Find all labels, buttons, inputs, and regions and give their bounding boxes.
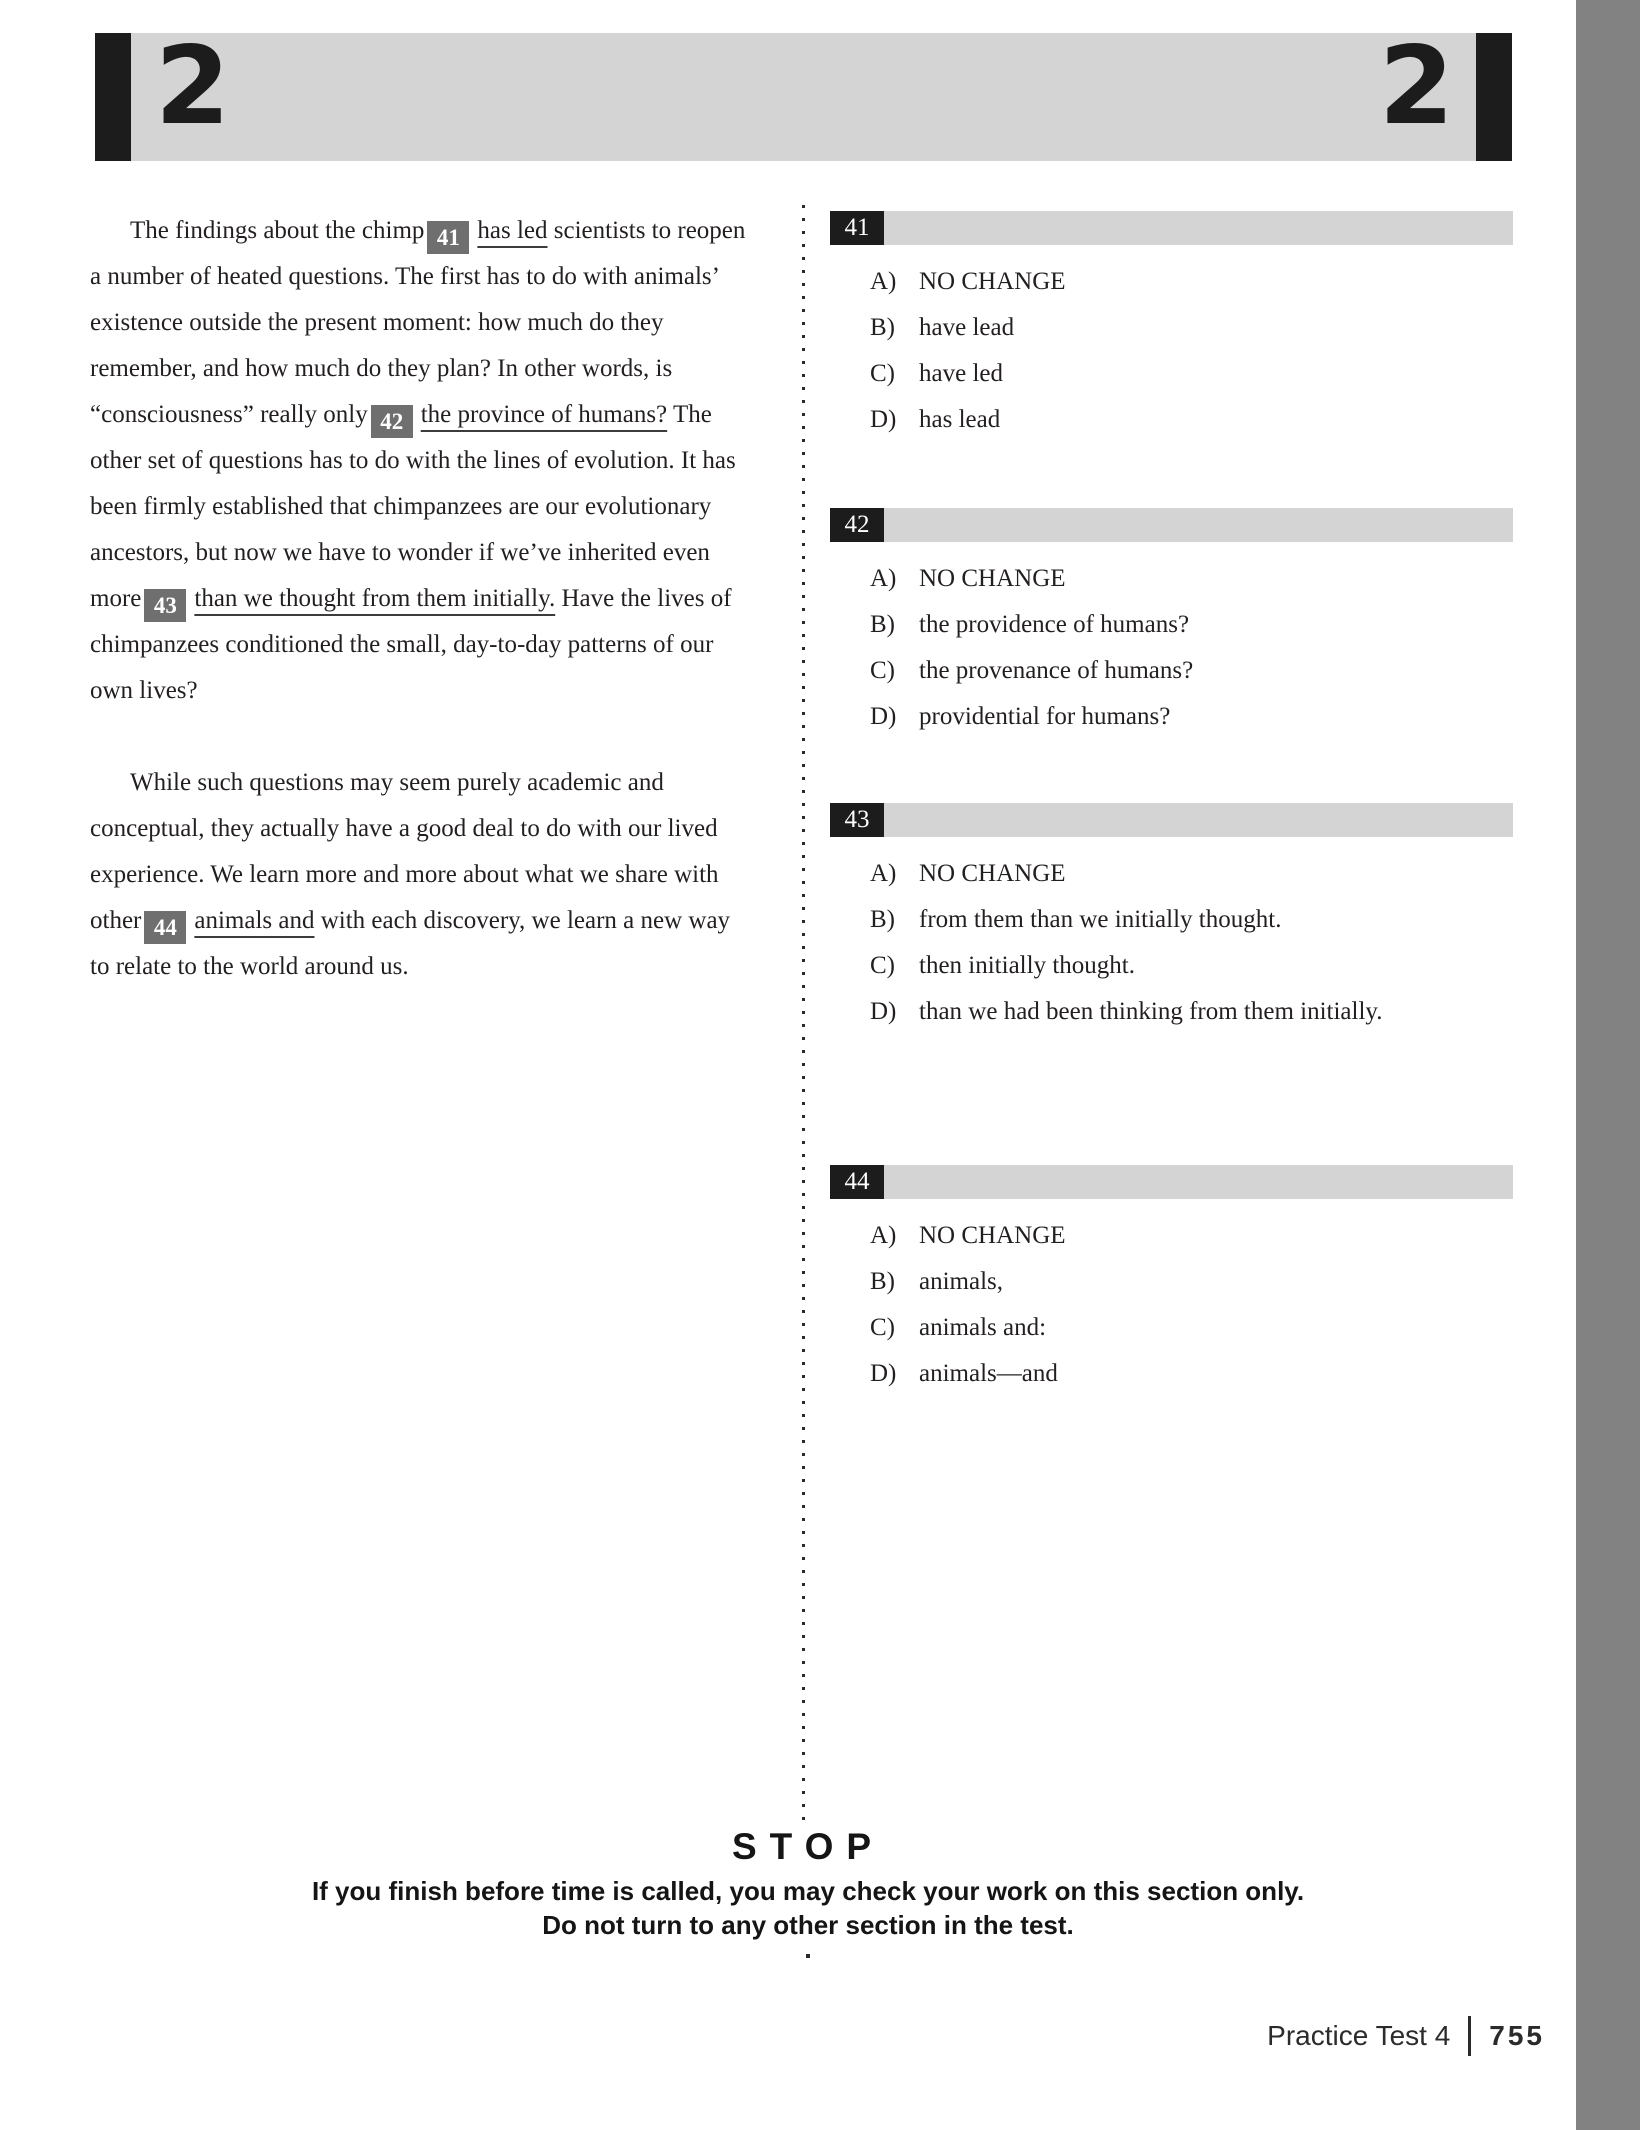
option-letter: D): [870, 406, 897, 433]
answer-option: [830, 648, 1513, 694]
underlined-phrase: animals and: [194, 907, 315, 934]
question-number: 43: [830, 803, 884, 837]
section-number-right: 2: [1378, 24, 1454, 149]
page-edge-strip: [1576, 0, 1640, 2130]
answer-options: [830, 1213, 1513, 1397]
option-letter: A): [870, 860, 897, 887]
underlined-phrase: the province of humans?: [420, 401, 668, 428]
option-text: animals,: [919, 1268, 1004, 1295]
question-number: 44: [830, 1165, 884, 1199]
header-right-bar: [1476, 33, 1512, 161]
question-41: [830, 211, 1513, 443]
answer-options: [830, 556, 1513, 740]
inline-question-marker-41: 41: [427, 221, 469, 254]
option-text: NO CHANGE: [919, 565, 1066, 592]
answer-options: [830, 851, 1513, 1035]
answer-option: [830, 943, 1513, 989]
question-44: [830, 1165, 1513, 1397]
option-text: animals and:: [919, 1314, 1047, 1341]
option-letter: C): [870, 360, 895, 387]
option-letter: A): [870, 268, 897, 295]
footer-separator: [1468, 2016, 1471, 2056]
option-text: providential for humans?: [919, 703, 1171, 730]
option-letter: C): [870, 952, 895, 979]
answer-option: [830, 556, 1513, 602]
answer-option: [830, 989, 1513, 1035]
option-letter: A): [870, 1222, 897, 1249]
option-letter: C): [870, 1314, 895, 1341]
footer-page-number: 755: [1489, 2020, 1545, 2051]
underlined-phrase: has led: [477, 217, 548, 244]
stop-block: [40, 1826, 1576, 1958]
option-letter: C): [870, 657, 895, 684]
option-letter: A): [870, 565, 897, 592]
option-letter: D): [870, 703, 897, 730]
answer-option: [830, 1351, 1513, 1397]
option-text: than we had been thinking from them initially.: [919, 998, 1383, 1025]
answer-option: [830, 1213, 1513, 1259]
answer-option: [830, 259, 1513, 305]
stop-instruction-line1: If you finish before time is called, you may check your work on this section only.: [311, 1876, 1305, 1906]
answer-option: [830, 851, 1513, 897]
option-text: have led: [919, 360, 1003, 387]
answer-option: [830, 897, 1513, 943]
answer-option: [830, 1305, 1513, 1351]
answer-option: [830, 351, 1513, 397]
answer-options: [830, 259, 1513, 443]
page-footer: [0, 2016, 1545, 2056]
question-header-bar: [830, 803, 1513, 837]
option-letter: D): [870, 1360, 897, 1387]
answer-option: [830, 694, 1513, 740]
passage-paragraph-1: The findings about the chimp 41 has led scientists to reopen a number of heated questions. The first has to do with animals’ existence outside the present moment: how much do they remember, and how much do they plan? In other words, is “consciousness” really only 42 the province of humans? The other set of questions has to do with the lines of evolution. It has been firmly established that chimpanzees are our evolutionary ancestors, but now we have to wonder if we’ve inherited even more 43 than we thought from them initially. Have the lives of chimpanzees conditioned the small, day-to-day patterns of our own lives?: [90, 217, 746, 704]
header-left-bar: [95, 33, 131, 161]
column-divider: [802, 205, 805, 1820]
option-text: from them than we initially thought.: [919, 906, 1282, 933]
option-letter: B): [870, 314, 895, 341]
passage-text: [90, 208, 750, 990]
underlined-phrase: than we thought from them initially.: [194, 585, 556, 612]
option-text: animals—and: [919, 1360, 1058, 1387]
option-letter: B): [870, 906, 895, 933]
question-header-bar: [830, 1165, 1513, 1199]
option-letter: B): [870, 1268, 895, 1295]
option-text: the providence of humans?: [919, 611, 1190, 638]
answer-option: [830, 1259, 1513, 1305]
option-text: NO CHANGE: [919, 860, 1066, 887]
option-text: NO CHANGE: [919, 268, 1066, 295]
section-number-left: 2: [155, 24, 231, 149]
divider-end-dot: [806, 1954, 810, 1958]
question-header-bar: [830, 211, 1513, 245]
option-letter: B): [870, 611, 895, 638]
option-text: have lead: [919, 314, 1015, 341]
option-text: then initially thought.: [919, 952, 1135, 979]
question-header-bar: [830, 508, 1513, 542]
inline-question-marker-44: 44: [144, 911, 186, 944]
answer-option: [830, 305, 1513, 351]
option-text: NO CHANGE: [919, 1222, 1066, 1249]
answer-option: [830, 397, 1513, 443]
question-43: [830, 803, 1513, 1035]
footer-test-label: Practice Test 4: [1267, 2020, 1451, 2051]
option-text: the provenance of humans?: [919, 657, 1194, 684]
inline-question-marker-42: 42: [371, 405, 413, 438]
stop-title: STOP: [731, 1826, 885, 1867]
option-letter: D): [870, 998, 897, 1025]
option-text: has lead: [919, 406, 1001, 433]
section-header: [95, 24, 1512, 161]
stop-instruction-line2: Do not turn to any other section in the test.: [542, 1910, 1074, 1940]
inline-question-marker-43: 43: [144, 589, 186, 622]
question-number: 42: [830, 508, 884, 542]
question-number: 41: [830, 211, 884, 245]
answer-option: [830, 602, 1513, 648]
question-42: [830, 508, 1513, 740]
passage-paragraph-2: While such questions may seem purely academic and conceptual, they actually have a good deal to do with our lived experience. We learn more and more about what we share with other 44 animals and with each discovery, we learn a new way to relate to the world around us.: [90, 769, 731, 980]
